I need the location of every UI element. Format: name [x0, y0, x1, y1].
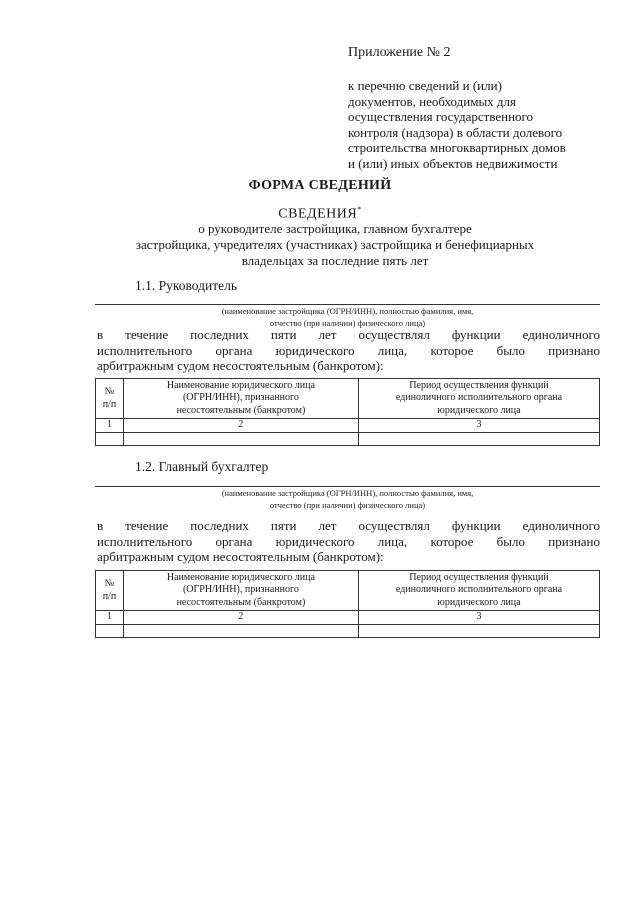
paragraph-line: исполнительного органа юридического лица, которое было признано — [97, 342, 600, 358]
table-row — [96, 432, 600, 445]
subtitle-line: владельцах за последние пять лет — [241, 253, 429, 268]
appendix-line: осуществления государственного — [348, 109, 534, 125]
header-entity-name: Наименование юридического лица (ОГРН/ИНН), признанного несостоятельным (банкротом) — [123, 571, 358, 611]
fill-in-caption — [100, 487, 595, 511]
document-subtitle — [100, 221, 570, 269]
subtitle-line: застройщика, учредителях (участниках) застройщика и бенефициарных — [135, 237, 535, 252]
paragraph-line: в течение последних пяти лет осуществлял функции единоличного — [97, 327, 600, 342]
footnote-mark: * — [357, 205, 362, 214]
table-header-row — [96, 379, 600, 419]
empty-cell — [358, 624, 599, 637]
form-title: ФОРМА СВЕДЕНИЙ — [248, 178, 392, 193]
statement-paragraph — [97, 327, 600, 374]
empty-cell — [123, 432, 358, 445]
fill-in-caption — [100, 305, 595, 329]
empty-cell — [123, 624, 358, 637]
appendix-title: Приложение № 2 — [348, 45, 451, 60]
bankruptcy-table — [95, 378, 600, 446]
column-number-row — [96, 611, 600, 625]
column-number: 3 — [358, 419, 599, 433]
paragraph-line: арбитражным судом несостоятельным (банкротом): — [97, 549, 384, 564]
appendix-line: строительства многоквартирных домов — [348, 140, 566, 156]
appendix-line: и (или) иных объектов недвижимости — [348, 155, 558, 171]
header-number: № п/п — [96, 571, 124, 611]
paragraph-line: арбитражным судом несостоятельным (банкротом): — [97, 358, 384, 373]
section-heading-director: 1.1. Руководитель — [135, 278, 238, 293]
document-title — [0, 205, 640, 223]
appendix-line: к перечню сведений и (или) — [348, 78, 502, 93]
bankruptcy-table — [95, 570, 600, 638]
appendix-reference — [348, 78, 628, 172]
empty-cell — [358, 432, 599, 445]
appendix-line: документов, необходимых для — [348, 93, 517, 109]
caption-line: отчество (при наличии) физического лица) — [269, 318, 426, 328]
header-entity-name: Наименование юридического лица (ОГРН/ИНН), признанного несостоятельным (банкротом) — [123, 379, 358, 419]
subtitle-line: о руководителе застройщика, главном бухгалтере — [198, 221, 472, 236]
column-number: 2 — [123, 419, 358, 433]
column-number: 1 — [96, 611, 124, 625]
caption-line: (наименование застройщика (ОГРН/ИНН), полностью фамилия, имя, — [221, 306, 474, 316]
column-number: 2 — [123, 611, 358, 625]
empty-cell — [96, 432, 124, 445]
appendix-line: контроля (надзора) в области долевого — [348, 124, 563, 140]
table-header-row — [96, 571, 600, 611]
section-heading-chief-accountant: 1.2. Главный бухгалтер — [135, 459, 269, 474]
table-row — [96, 624, 600, 637]
document-title-text: СВЕДЕНИЯ — [278, 206, 358, 222]
header-number: № п/п — [96, 379, 124, 419]
column-number: 3 — [358, 611, 599, 625]
header-period: Период осуществления функций единоличного исполнительного органа юридического лица — [358, 379, 599, 419]
column-number-row — [96, 419, 600, 433]
column-number: 1 — [96, 419, 124, 433]
caption-line: (наименование застройщика (ОГРН/ИНН), полностью фамилия, имя, — [221, 488, 474, 498]
paragraph-line: исполнительного органа юридического лица, которое было признано — [97, 533, 600, 549]
caption-line: отчество (при наличии) физического лица) — [269, 500, 426, 510]
header-period: Период осуществления функций единоличного исполнительного органа юридического лица — [358, 571, 599, 611]
paragraph-line: в течение последних пяти лет осуществлял функции единоличного — [97, 518, 600, 533]
empty-cell — [96, 624, 124, 637]
statement-paragraph — [97, 518, 600, 565]
